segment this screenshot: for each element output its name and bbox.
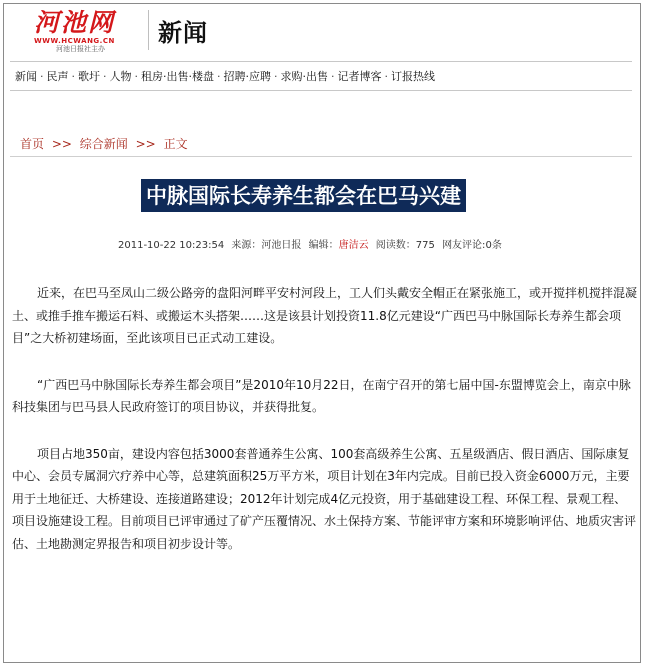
logo-sub: 河池日报社主办 xyxy=(56,45,105,53)
nav-item[interactable]: 民声 xyxy=(46,70,69,83)
logo-mark: 河池网 xyxy=(34,8,116,37)
page-frame xyxy=(3,3,641,663)
nav-separator: · xyxy=(217,69,221,83)
nav-separator: · xyxy=(134,69,138,83)
comments-unit: 条 xyxy=(491,240,502,251)
nav-item[interactable]: 订报热线 xyxy=(391,70,435,83)
nav-separator: · xyxy=(40,69,44,83)
header-divider xyxy=(148,10,149,50)
nav-item[interactable]: 租房·出售·楼盘 xyxy=(141,70,214,83)
logo-url: WWW.HCWANG.CN xyxy=(34,37,115,45)
nav-item[interactable]: 人物 xyxy=(109,70,132,83)
article-editor: 唐洁云 xyxy=(338,240,369,251)
article-datetime: 2011-10-22 10:23:54 xyxy=(118,240,225,251)
nav-item[interactable]: 歌圩 xyxy=(78,70,100,83)
nav-item[interactable]: 新闻 xyxy=(15,70,37,83)
nav-item[interactable]: 记者博客 xyxy=(337,70,382,83)
breadcrumb-current: 正文 xyxy=(163,137,188,151)
breadcrumb-bar xyxy=(10,132,632,157)
nav-item[interactable]: 招聘·应聘 xyxy=(223,70,271,83)
article-source: 河池日报 xyxy=(261,240,302,251)
article-meta xyxy=(118,236,502,251)
breadcrumb-home[interactable]: 首页 xyxy=(20,137,45,151)
nav-item[interactable]: 求购·出售 xyxy=(280,70,328,83)
section-title: 新闻 xyxy=(158,18,208,47)
article-paragraph: 近来，在巴马至凤山二级公路旁的盘阳河畔平安村河段上，工人们头戴安全帽正在紧张施工，或开搅拌机搅拌混凝土、或推手推车搬运石料、或搬运木头搭架……这是该县计划投资11.8亿元建设“广西巴马中脉国际长寿养生都会项目”之大桥初建场面，至此该项目已正式动工建设。 xyxy=(12,286,638,345)
comment-count[interactable]: 0 xyxy=(485,240,492,251)
reads-label: 阅读数： xyxy=(375,240,416,251)
nav-separator: · xyxy=(71,69,75,83)
breadcrumb-separator: >> xyxy=(135,137,156,151)
nav-separator: · xyxy=(274,69,278,83)
comments-label[interactable]: 网友评论: xyxy=(442,240,486,251)
breadcrumb xyxy=(20,135,192,152)
site-logo[interactable] xyxy=(34,10,142,52)
read-count: 775 xyxy=(415,240,435,251)
main-nav xyxy=(10,61,632,91)
nav-separator: · xyxy=(384,69,388,83)
site-header xyxy=(4,4,640,54)
article-title: 中脉国际长寿养生都会在巴马兴建 xyxy=(141,179,466,212)
nav-separator: · xyxy=(331,69,335,83)
editor-label: 编辑： xyxy=(308,240,339,251)
article-paragraph: “广西巴马中脉国际长寿养生都会项目”是2010年10月22日，在南宁召开的第七届中国-东盟博览会上，南京中脉科技集团与巴马县人民政府签订的项目协议，并获得批复。 xyxy=(12,377,631,414)
breadcrumb-category[interactable]: 综合新闻 xyxy=(79,137,128,151)
article-paragraph: 项目占地350亩，建设内容包括3000套普通养生公寓、100套高级养生公寓、五星级酒店、假日酒店、国际康复中心、会员专属洞穴疗养中心等，总建筑面积25万平方米，项目计划在3年内完成。目前已投入资金6000万元，主要用于土地征迁、大桥建设、连接道路建设；2012年计划完成4亿元投资，用于基础建设工程、环保工程、景观工程、项目设施建设工程。目前项目已评审通过了矿产压覆情况、水土保持方案、节能评审方案和环境影响评估、地质灾害评估、土地勘测定界报告和项目初步设计等。 xyxy=(12,446,637,551)
article-body xyxy=(12,282,637,555)
nav-separator: · xyxy=(103,69,107,83)
breadcrumb-separator: >> xyxy=(51,137,72,151)
source-label: 来源： xyxy=(231,240,262,251)
nav-list xyxy=(10,62,632,90)
